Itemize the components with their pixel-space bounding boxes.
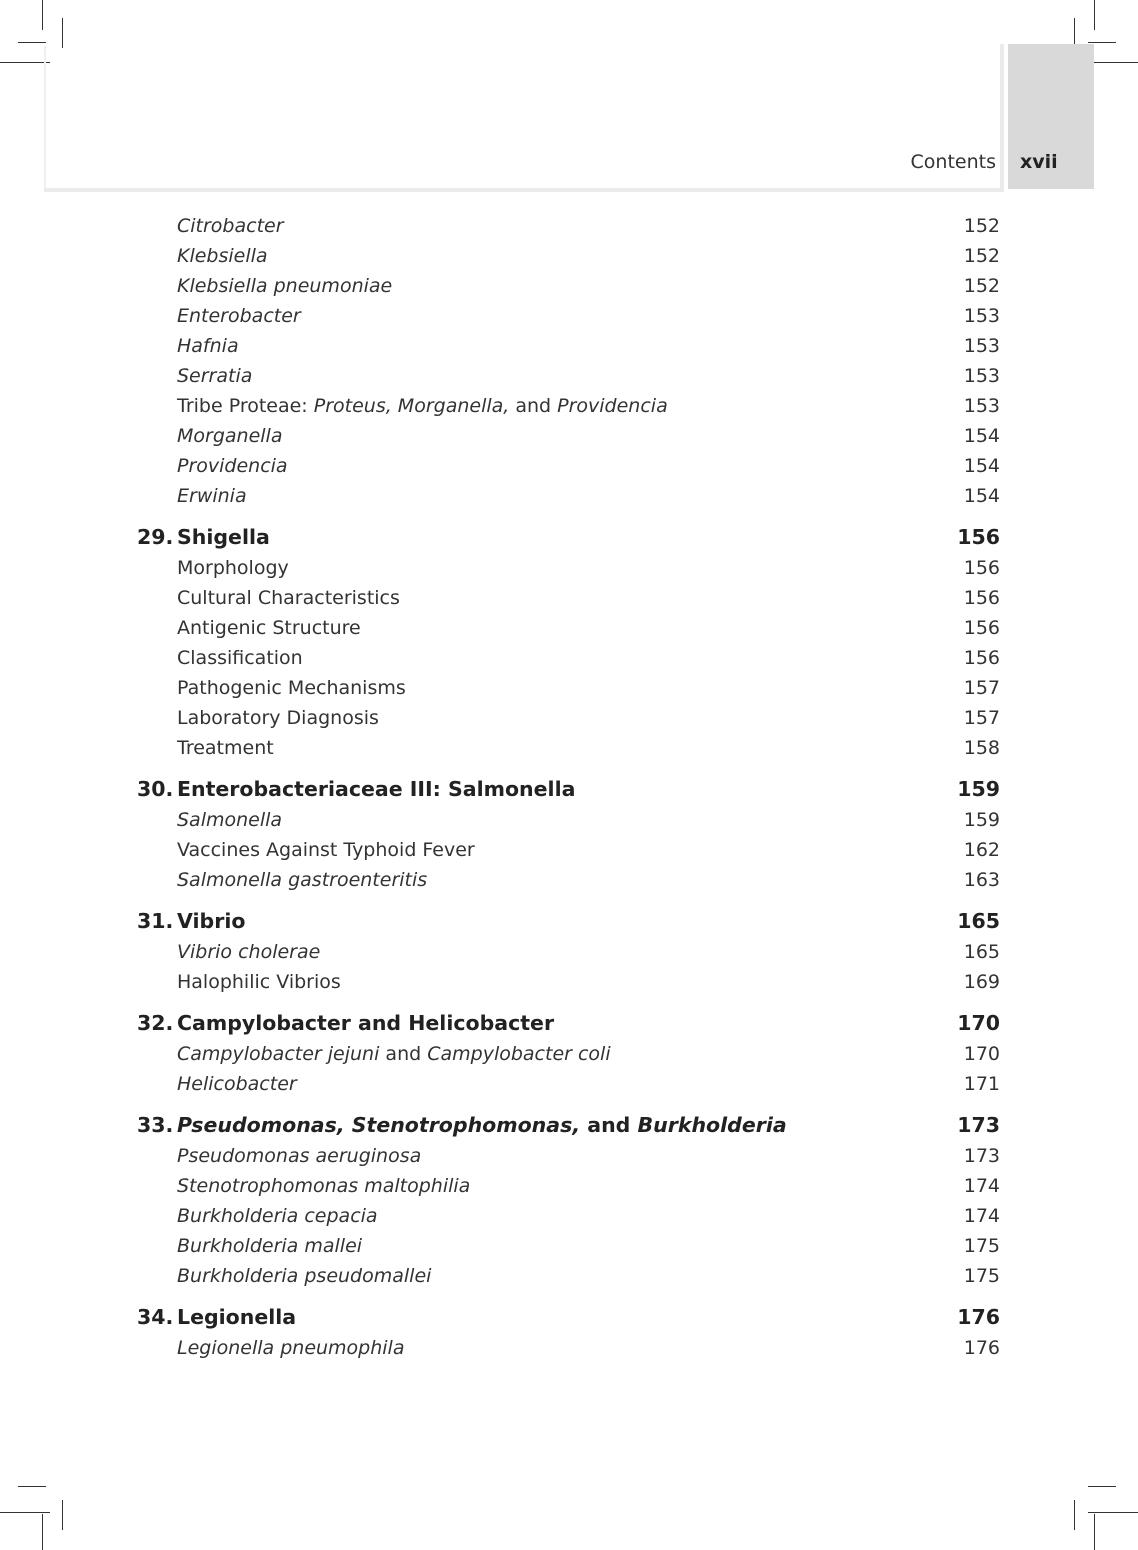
entry-title <box>177 395 668 417</box>
chapter-number: 32. <box>137 1011 174 1035</box>
text-segment: Hafnia <box>177 335 239 357</box>
text-segment: Salmonella gastroenteritis <box>177 869 428 891</box>
entry-title <box>177 485 247 507</box>
chapter-title <box>177 1113 787 1137</box>
crop-mark <box>18 1486 46 1487</box>
page-number: xvii <box>1020 151 1058 173</box>
entry-title <box>177 425 282 447</box>
entry-title <box>177 1265 431 1287</box>
page-ref: 174 <box>963 1205 1000 1227</box>
entry-title <box>177 737 274 759</box>
chapter-title <box>177 525 270 549</box>
page-ref: 156 <box>963 557 1000 579</box>
page-ref: 175 <box>963 1265 1000 1287</box>
page-ref: 176 <box>957 1305 1000 1329</box>
text-segment: Pseudomonas aeruginosa <box>177 1145 422 1167</box>
chapter-number: 30. <box>137 777 174 801</box>
text-segment: Burkholderia mallei <box>177 1235 363 1257</box>
page-ref: 152 <box>963 275 1000 297</box>
header-rule <box>44 188 1000 192</box>
toc-entry-row[interactable] <box>0 1231 1138 1261</box>
entry-title <box>177 245 268 267</box>
entry-title <box>177 1175 470 1197</box>
page-ref: 153 <box>963 395 1000 417</box>
crop-mark <box>62 1500 63 1530</box>
toc-entry-row[interactable] <box>0 583 1138 613</box>
text-segment: Shigella <box>177 525 270 549</box>
text-segment: Legionella <box>177 1305 297 1329</box>
crop-mark <box>1088 42 1116 43</box>
page-ref: 156 <box>957 525 1000 549</box>
page-ref: 152 <box>963 215 1000 237</box>
page-ref: 156 <box>963 617 1000 639</box>
text-segment: Proteus, Morganella, <box>313 395 510 417</box>
entry-title <box>177 617 361 639</box>
crop-mark <box>1088 1486 1116 1487</box>
toc-chapter-row[interactable] <box>0 1111 1138 1141</box>
entry-title <box>177 335 239 357</box>
crop-mark <box>1074 1500 1075 1530</box>
toc-entry-row[interactable] <box>0 967 1138 997</box>
crop-mark <box>18 42 46 43</box>
text-segment: Burkholderia cepacia <box>177 1205 378 1227</box>
entry-title <box>177 941 320 963</box>
page-ref: 165 <box>957 909 1000 933</box>
toc-entry-row[interactable] <box>0 391 1138 421</box>
toc-chapter-row[interactable] <box>0 1009 1138 1039</box>
crop-mark <box>42 1514 43 1550</box>
text-segment: Antigenic Structure <box>177 617 361 639</box>
text-segment: Burkholderia pseudomallei <box>177 1265 432 1287</box>
toc-entry-row[interactable] <box>0 421 1138 451</box>
page-ref: 153 <box>963 335 1000 357</box>
page-ref: 153 <box>963 305 1000 327</box>
page-ref: 163 <box>963 869 1000 891</box>
text-segment: Klebsiella <box>177 245 268 267</box>
page-ref: 154 <box>963 425 1000 447</box>
toc-entry-row[interactable] <box>0 241 1138 271</box>
entry-title <box>177 869 427 891</box>
text-segment: Erwinia <box>177 485 247 507</box>
crop-mark <box>1088 62 1138 63</box>
page-ref: 154 <box>963 485 1000 507</box>
crop-mark <box>0 1512 50 1513</box>
toc-entry-row[interactable] <box>0 1201 1138 1231</box>
toc-entry-row[interactable] <box>0 1069 1138 1099</box>
text-segment: Pathogenic Mechanisms <box>177 677 406 699</box>
entry-title <box>177 1235 362 1257</box>
entry-title <box>177 839 475 861</box>
entry-title <box>177 215 284 237</box>
entry-title <box>177 557 289 579</box>
text-segment: and <box>580 1113 638 1137</box>
page-ref: 169 <box>963 971 1000 993</box>
page-ref: 156 <box>963 647 1000 669</box>
text-segment: Vibrio cholerae <box>177 941 321 963</box>
page-ref: 156 <box>963 587 1000 609</box>
page-ref: 174 <box>963 1175 1000 1197</box>
toc-entry-row[interactable] <box>0 1333 1138 1363</box>
crop-mark <box>0 62 50 63</box>
chapter-number: 34. <box>137 1305 174 1329</box>
text-segment: Halophilic Vibrios <box>177 971 341 993</box>
toc-entry-row[interactable] <box>0 937 1138 967</box>
text-segment: Citrobacter <box>177 215 284 237</box>
text-segment: Enterobacter <box>177 305 301 327</box>
text-segment: Treatment <box>177 737 274 759</box>
crop-mark <box>62 18 63 48</box>
text-segment: Salmonella <box>177 809 283 831</box>
toc-entry-row[interactable] <box>0 865 1138 895</box>
chapter-title <box>177 1011 554 1035</box>
header-divider <box>1000 44 1004 192</box>
entry-title <box>177 587 400 609</box>
page-ref: 170 <box>957 1011 1000 1035</box>
entry-title <box>177 1145 421 1167</box>
entry-title <box>177 305 301 327</box>
chapter-title <box>177 909 245 933</box>
page-ref: 173 <box>963 1145 1000 1167</box>
text-segment: and <box>509 395 558 417</box>
chapter-number: 31. <box>137 909 174 933</box>
page-ref: 176 <box>963 1337 1000 1359</box>
text-segment: Vibrio <box>177 909 246 933</box>
entry-title <box>177 647 303 669</box>
chapter-title <box>177 1305 296 1329</box>
page-ref: 153 <box>963 365 1000 387</box>
toc-chapter-row[interactable] <box>0 1303 1138 1333</box>
entry-title <box>177 455 288 477</box>
text-segment: Campylobacter and Helicobacter <box>177 1011 555 1035</box>
text-segment: Tribe Proteae: <box>177 395 314 417</box>
toc-entry-row[interactable] <box>0 643 1138 673</box>
toc-entry-row[interactable] <box>0 451 1138 481</box>
chapter-number: 29. <box>137 525 174 549</box>
toc-entry-row[interactable] <box>0 1141 1138 1171</box>
page-ref: 171 <box>963 1073 1000 1095</box>
toc-chapter-row[interactable] <box>0 523 1138 553</box>
toc-entry-row[interactable] <box>0 481 1138 511</box>
toc-entry-row[interactable] <box>0 673 1138 703</box>
text-segment: Legionella pneumophila <box>177 1337 405 1359</box>
page-ref: 152 <box>963 245 1000 267</box>
page-ref: 157 <box>963 707 1000 729</box>
entry-title <box>177 809 282 831</box>
entry-title <box>177 365 252 387</box>
page-ref: 165 <box>963 941 1000 963</box>
toc-entry-row[interactable] <box>0 613 1138 643</box>
entry-title <box>177 1043 611 1065</box>
toc-entry-row[interactable] <box>0 1171 1138 1201</box>
page-ref: 159 <box>957 777 1000 801</box>
toc-entry-row[interactable] <box>0 805 1138 835</box>
entry-title <box>177 275 392 297</box>
crop-mark <box>1088 1512 1138 1513</box>
toc-entry-row[interactable] <box>0 211 1138 241</box>
text-segment: and <box>379 1043 428 1065</box>
page-ref: 157 <box>963 677 1000 699</box>
toc-entry-row[interactable] <box>0 1039 1138 1069</box>
entry-title <box>177 1205 378 1227</box>
header-frame <box>44 46 46 192</box>
toc-entry-row[interactable] <box>0 331 1138 361</box>
text-segment: Classification <box>177 647 303 669</box>
page-ref: 170 <box>963 1043 1000 1065</box>
toc-entry-row[interactable] <box>0 271 1138 301</box>
page-ref: 158 <box>963 737 1000 759</box>
toc-chapter-row[interactable] <box>0 907 1138 937</box>
toc-entry-row[interactable] <box>0 835 1138 865</box>
text-segment: Pseudomonas, Stenotrophomonas, <box>177 1113 581 1137</box>
text-segment: Klebsiella pneumoniae <box>177 275 393 297</box>
text-segment: Enterobacteriaceae III: Salmonella <box>177 777 576 801</box>
toc-entry-row[interactable] <box>0 1261 1138 1291</box>
text-segment: Vaccines Against Typhoid Fever <box>177 839 475 861</box>
entry-title <box>177 1073 297 1095</box>
text-segment: Morganella <box>177 425 283 447</box>
crop-mark <box>1094 0 1095 30</box>
text-segment: Stenotrophomonas maltophilia <box>177 1175 471 1197</box>
crop-mark <box>1094 1514 1095 1550</box>
text-segment: Cultural Characteristics <box>177 587 400 609</box>
crop-mark <box>42 0 43 30</box>
text-segment: Providencia <box>177 455 288 477</box>
entry-title <box>177 1337 404 1359</box>
page-ref: 162 <box>963 839 1000 861</box>
toc-entry-row[interactable] <box>0 553 1138 583</box>
text-segment: Serratia <box>177 365 253 387</box>
page-ref: 154 <box>963 455 1000 477</box>
page-ref: 175 <box>963 1235 1000 1257</box>
toc-entry-row[interactable] <box>0 733 1138 763</box>
text-segment: Providencia <box>557 395 668 417</box>
text-segment: Laboratory Diagnosis <box>177 707 379 729</box>
entry-title <box>177 677 406 699</box>
toc-chapter-row[interactable] <box>0 775 1138 805</box>
entry-title <box>177 971 341 993</box>
page-ref: 159 <box>963 809 1000 831</box>
text-segment: Campylobacter jejuni <box>177 1043 380 1065</box>
running-title: Contents <box>910 151 996 173</box>
chapter-title <box>177 777 575 801</box>
toc-entry-row[interactable] <box>0 703 1138 733</box>
toc-entry-row[interactable] <box>0 301 1138 331</box>
text-segment: Campylobacter coli <box>427 1043 611 1065</box>
chapter-number: 33. <box>137 1113 174 1137</box>
entry-title <box>177 707 379 729</box>
text-segment: Burkholderia <box>637 1113 787 1137</box>
toc-entry-row[interactable] <box>0 361 1138 391</box>
text-segment: Helicobacter <box>177 1073 297 1095</box>
text-segment: Morphology <box>177 557 289 579</box>
page-ref: 173 <box>957 1113 1000 1137</box>
table-of-contents <box>0 211 1138 1363</box>
